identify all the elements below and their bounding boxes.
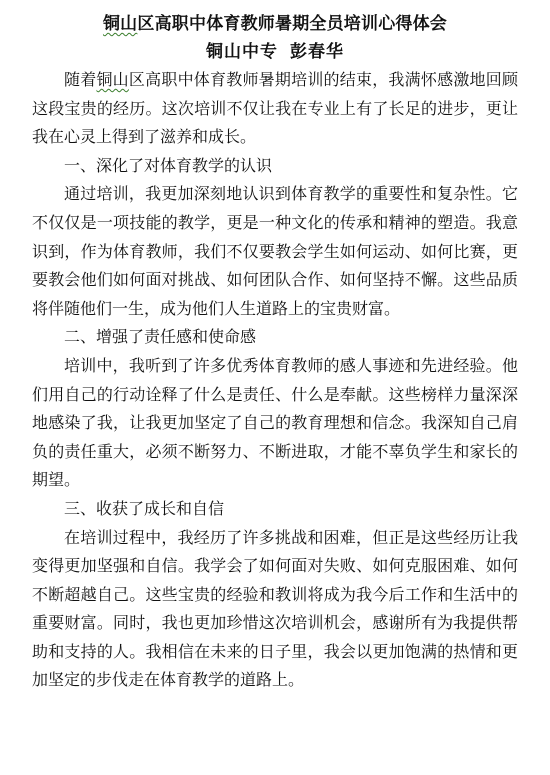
title-spellcheck-word: 铜山 (102, 14, 138, 34)
title-rest: 区高职中体育教师暑期全员培训心得体会 (137, 14, 447, 34)
section-heading-3: 三、收获了成长和自信 (64, 498, 225, 518)
author-name: 彭春华 (290, 42, 344, 62)
intro-spellcheck-word: 铜山 (96, 70, 129, 89)
section-heading-2: 二、增强了责任感和使命感 (64, 327, 257, 347)
section-paragraph-1: 通过培训，我更加深刻地认识到体育教学的重要性和复杂性。它不仅仅是一项技能的教学，更是一种文化的传承和精神的塑造。我意识到，作为体育教师，我们不仅要教会学生如何运动、如何比赛，更要教会他们如何面对挑战、如何团队合作、如何坚持不懈。这些品质将伴随他们一生，成为他们人生道路上的宝贵财富。 (32, 184, 518, 318)
document-body (32, 66, 518, 695)
intro-rest: 区高职中体育教师暑期培训的结束，我满怀感激地回顾这段宝贵的经历。这次培训不仅让我在专业上有了长足的进步，更让我在心灵上得到了滋养和成长。 (32, 70, 518, 147)
intro-prefix: 随着 (64, 70, 97, 89)
intro-paragraph (32, 66, 518, 152)
section-paragraph-2: 培训中，我听到了许多优秀体育教师的感人事迹和先进经验。他们用自己的行动诠释了什么是责任、什么是奉献。这些榜样力量深深地感染了我，让我更加坚定了自己的教育理想和信念。我深知自己肩负的责任重大，必须不断努力、不断进取，才能不辜负学生和家长的期望。 (32, 355, 518, 490)
section-heading-1: 一、深化了对体育教学的认识 (64, 155, 273, 175)
document-title (32, 12, 518, 36)
section-paragraph-3: 在培训过程中，我经历了许多挑战和困难，但正是这些经历让我变得更加坚强和自信。我学会了如何面对失败、如何克服困难、如何不断超越自己。这些宝贵的经验和教训将成为我今后工作和生活中的重要财富。同时，我也更加珍惜这次培训机会，感谢所有为我提供帮助和支持的人。我相信在未来的日子里，我会以更加饱满的热情和更加坚定的步伐走在体育教学的道路上。 (32, 527, 518, 690)
author-school: 铜山中专 (206, 42, 278, 62)
document-author-line (32, 40, 518, 64)
